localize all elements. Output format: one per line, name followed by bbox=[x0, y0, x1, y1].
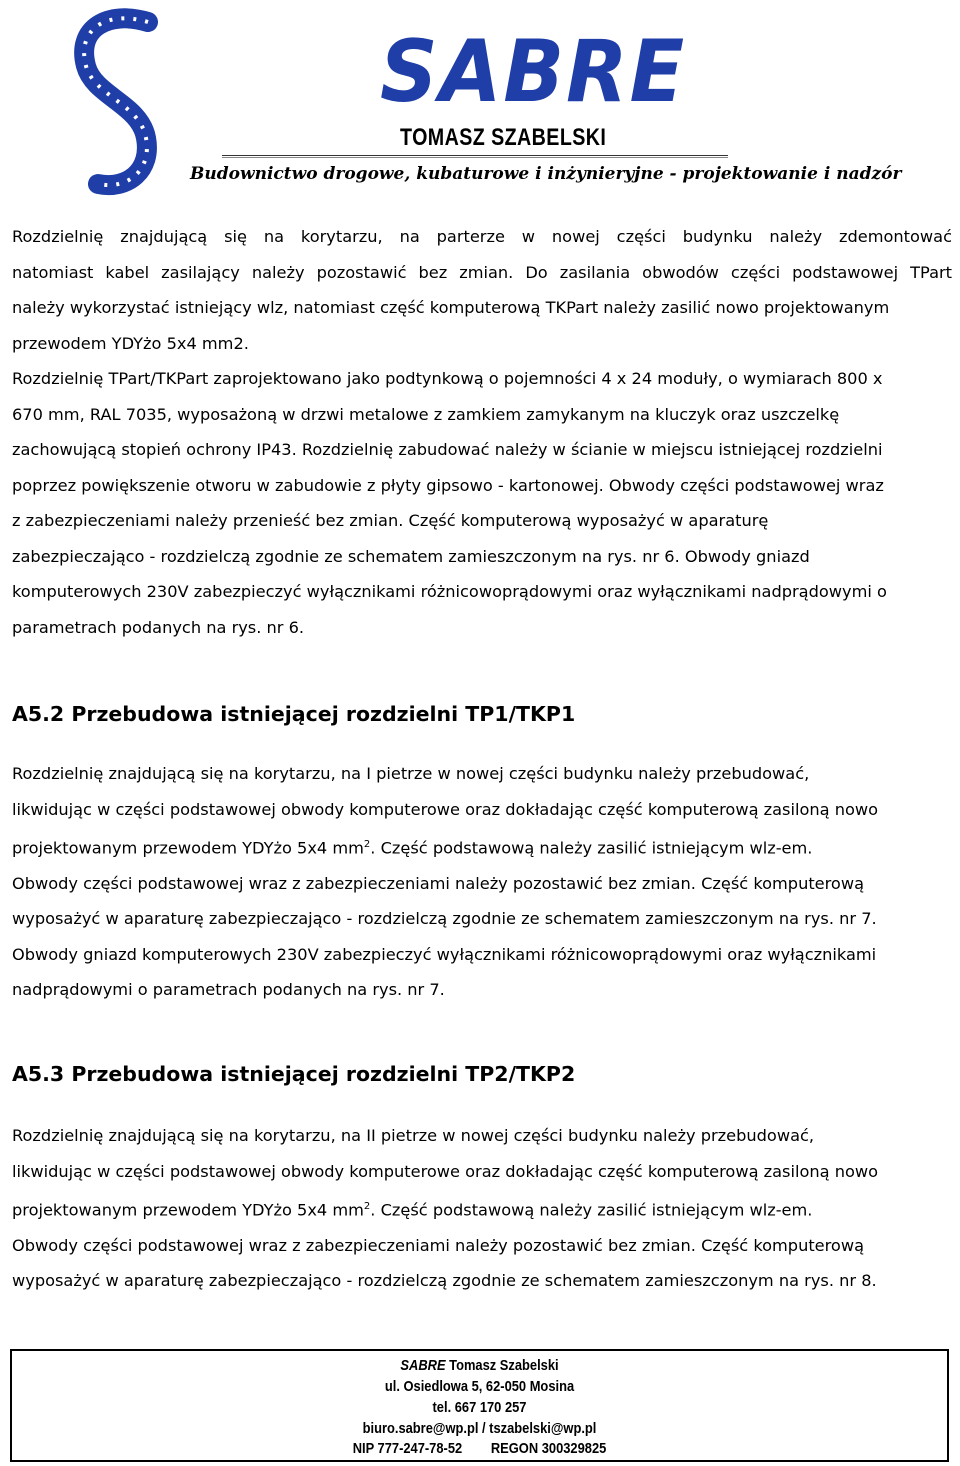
text-fragment: . Część podstawową należy zasilić istniejącym wlz-em. bbox=[370, 1200, 813, 1220]
company-tagline: Budownictwo drogowe, kubaturowe i inżynieryjne - projektowanie i nadzór bbox=[190, 164, 902, 184]
footer-owner: Tomasz Szabelski bbox=[445, 1357, 559, 1374]
text-line: zachowującą stopień ochrony IP43. Rozdzielnię zabudować należy w ścianie w miejscu istniejącej rozdzielni bbox=[12, 440, 883, 459]
text-line: komputerowych 230V zabezpieczyć wyłącznikami różnicowoprądowymi oraz wyłącznikami nadprądowymi o bbox=[12, 582, 887, 601]
text-line: likwidując w części podstawowej obwody komputerowe oraz dokładając część komputerową zasiloną nowo bbox=[12, 799, 879, 819]
paragraph-tp1 bbox=[12, 756, 952, 1008]
footer-brand: SABRE bbox=[400, 1357, 446, 1374]
text-line: zabezpieczająco - rozdzielczą zgodnie ze schematem zamieszczonym na rys. nr 6. Obwody gniazd bbox=[12, 546, 810, 566]
footer-phone: tel. 667 170 257 bbox=[432, 1399, 527, 1416]
text-line: nadprądowymi o parametrach podanych na rys. nr 7. bbox=[12, 980, 445, 1000]
text-fragment: projektowanym przewodem YDYżo 5x4 mm bbox=[12, 1200, 364, 1220]
superscript: 2 bbox=[363, 1201, 371, 1212]
text-line: natomiast kabel zasilający należy pozostawić bez zmian. Do zasilania obwodów części podstawowej TPart bbox=[12, 262, 952, 282]
text-line-with-superscript bbox=[12, 1189, 952, 1228]
header-divider-secondary bbox=[222, 157, 728, 158]
text-fragment: projektowanym przewodem YDYżo 5x4 mm bbox=[12, 838, 364, 858]
text-line: należy wykorzystać istniejący wlz, natomiast część komputerową TKPart należy zasilić nowo projektowanym bbox=[12, 298, 890, 317]
s-logo-icon bbox=[68, 8, 168, 198]
text-line: z zabezpieczeniami należy przenieść bez zmian. Część komputerową wyposażyć w aparaturę bbox=[12, 511, 769, 530]
section-heading-a5-2: A5.2 Przebudowa istniejącej rozdzielni TP1/TKP1 bbox=[12, 702, 576, 726]
text-line: parametrach podanych na rys. nr 6. bbox=[12, 617, 305, 637]
paragraph-tpart bbox=[12, 361, 952, 645]
text-line: poprzez powiększenie otworu w zabudowie z płyty gipsowo - kartonowej. Obwody części podstawowej wraz bbox=[12, 475, 884, 495]
footer-contact-box bbox=[10, 1349, 949, 1462]
paragraph-intro bbox=[12, 219, 952, 361]
brand-logo-text: SABRE bbox=[380, 22, 686, 122]
footer-company bbox=[77, 1357, 881, 1374]
owner-name: TOMASZ SZABELSKI bbox=[400, 124, 607, 151]
section-heading-a5-3: A5.3 Przebudowa istniejącej rozdzielni TP2/TKP2 bbox=[12, 1062, 576, 1086]
text-line-with-superscript bbox=[12, 827, 952, 866]
text-line: 670 mm, RAL 7035, wyposażoną w drzwi metalowe z zamkiem zamykanym na kluczyk oraz uszczelkę bbox=[12, 404, 840, 424]
text-line: Obwody gniazd komputerowych 230V zabezpieczyć wyłącznikami różnicowoprądowymi oraz wyłącznikami bbox=[12, 944, 877, 964]
text-line: Rozdzielnię TPart/TKPart zaprojektowano jako podtynkową o pojemności 4 x 24 moduły, o wymiarach 800 x bbox=[12, 369, 883, 388]
text-line: Rozdzielnię znajdującą się na korytarzu, na I pietrze w nowej części budynku należy przebudować, bbox=[12, 764, 810, 783]
letterhead bbox=[0, 0, 960, 200]
footer-tax-ids: NIP 777-247-78-52 REGON 300329825 bbox=[352, 1440, 607, 1457]
text-fragment: . Część podstawową należy zasilić istniejącym wlz-em. bbox=[370, 838, 813, 858]
footer-address: ul. Osiedlowa 5, 62-050 Mosina bbox=[384, 1378, 575, 1395]
text-line: Obwody części podstawowej wraz z zabezpieczeniami należy pozostawić bez zmian. Część komputerową bbox=[12, 1235, 864, 1255]
text-line: przewodem YDYżo 5x4 mm2. bbox=[12, 333, 249, 353]
text-line: wyposażyć w aparaturę zabezpieczająco - rozdzielczą zgodnie ze schematem zamieszczonym na rys. nr 8. bbox=[12, 1271, 877, 1291]
text-line: Obwody części podstawowej wraz z zabezpieczeniami należy pozostawić bez zmian. Część komputerową bbox=[12, 873, 864, 893]
footer-email: biuro.sabre@wp.pl / tszabelski@wp.pl bbox=[362, 1420, 597, 1437]
superscript: 2 bbox=[363, 839, 371, 850]
text-line: likwidując w części podstawowej obwody komputerowe oraz dokładając część komputerową zasiloną nowo bbox=[12, 1161, 879, 1181]
text-line: Rozdzielnię znajdującą się na korytarzu, na parterze w nowej części budynku należy zdemontować bbox=[12, 227, 952, 246]
paragraph-tp2 bbox=[12, 1118, 952, 1299]
text-line: wyposażyć w aparaturę zabezpieczająco - rozdzielczą zgodnie ze schematem zamieszczonym na rys. nr 7. bbox=[12, 909, 877, 929]
header-divider bbox=[222, 155, 728, 156]
text-line: Rozdzielnię znajdującą się na korytarzu, na II pietrze w nowej części budynku należy przebudować, bbox=[12, 1126, 815, 1145]
